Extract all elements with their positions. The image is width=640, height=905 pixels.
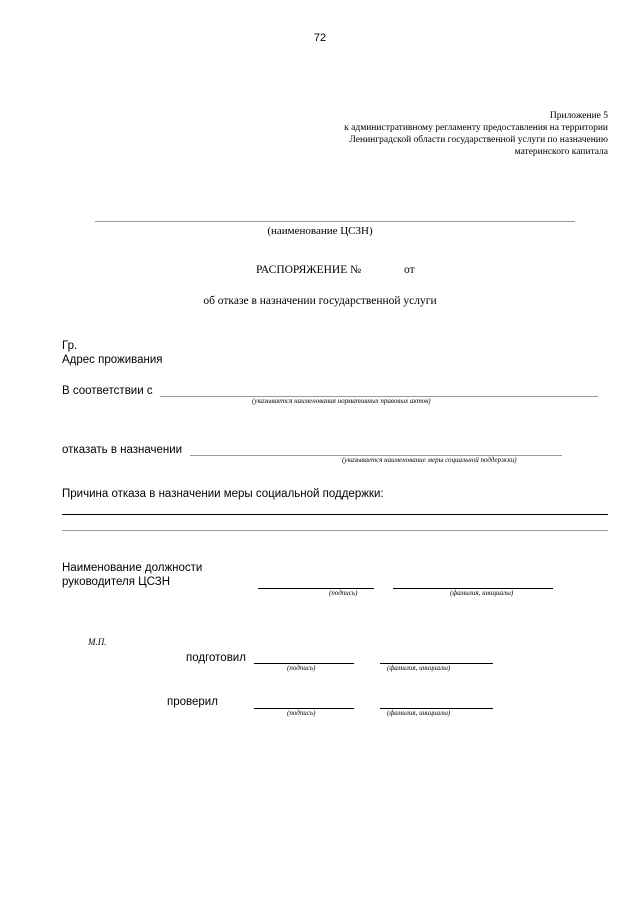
appendix-note	[344, 110, 608, 158]
org-caption: (наименование ЦСЗН)	[267, 225, 373, 237]
stamp-label: М.П.	[88, 637, 107, 647]
checked-signature-hint: (подпись)	[287, 709, 316, 717]
appendix-line: Приложение 5	[549, 111, 608, 121]
appendix-line: материнского капитала	[514, 147, 608, 157]
refuse-label: отказать в назначении	[62, 444, 183, 456]
reason-field-line-2[interactable]	[62, 530, 608, 531]
org-name-line	[95, 221, 575, 222]
address-label: Адрес проживания	[62, 354, 163, 366]
document-date-label: от	[404, 264, 415, 276]
document-subtitle: об отказе в назначении государственной услуги	[203, 295, 437, 307]
head-name-hint: (фамилия, инициалы)	[450, 589, 514, 597]
according-hint: (указывается наименования нормативных правовых актов)	[252, 397, 431, 405]
checked-name-hint: (фамилия, инициалы)	[387, 709, 451, 717]
page-number: 72	[313, 32, 327, 44]
head-signature-hint: (подпись)	[329, 589, 358, 597]
citizen-label: Гр.	[62, 340, 78, 352]
prepared-label: подготовил	[186, 652, 246, 664]
according-label: В соответствии с	[62, 385, 153, 397]
head-position-label-2: руководителя ЦСЗН	[62, 576, 171, 588]
reason-label: Причина отказа в назначении меры социальной поддержки:	[62, 488, 384, 500]
appendix-line: Ленинградской области государственной услуги по назначению	[349, 135, 608, 145]
document-title: РАСПОРЯЖЕНИЕ №	[256, 264, 362, 276]
refuse-hint: (указывается наименование меры социальной поддержки)	[342, 456, 517, 464]
checked-label: проверил	[167, 696, 218, 708]
head-position-label-1: Наименование должности	[62, 562, 203, 574]
reason-field-line-1[interactable]	[62, 514, 608, 515]
prepared-signature-hint: (подпись)	[287, 664, 316, 672]
appendix-line: к административному регламенту предоставления на территории	[344, 123, 608, 133]
prepared-name-hint: (фамилия, инициалы)	[387, 664, 451, 672]
